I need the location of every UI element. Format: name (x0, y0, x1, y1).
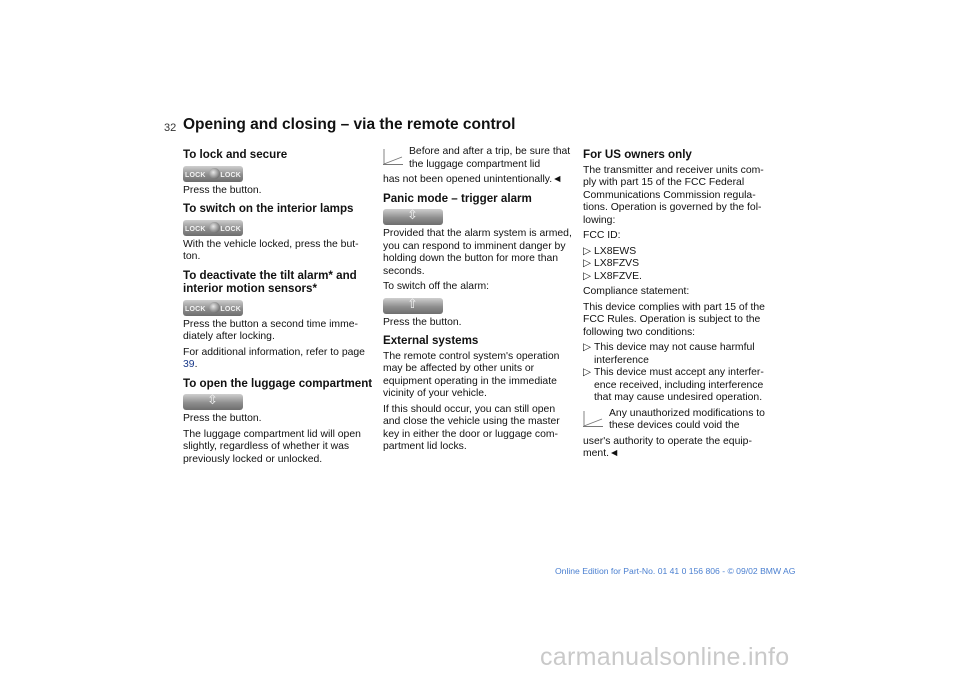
paragraph: The luggage compartment lid will open slightly, regardless of whether it was previously locked or unlocked. (183, 428, 361, 465)
paragraph: With the vehicle locked, press the but-ton. (183, 238, 359, 262)
paragraph: The remote control system's operation may be affected by other units or equipment operating in the immediate vicinity of your vehicle. (383, 350, 560, 399)
arrow-bullet-icon: ▷ (583, 367, 591, 378)
column-right (583, 146, 773, 464)
list-item: ▷ This device may not cause harmful interference (583, 342, 755, 366)
paragraph: This device complies with part 15 of the FCC Rules. Operation is subject to the following two conditions: (583, 301, 765, 338)
paragraph: Press the button. (183, 413, 262, 424)
caution-note: Any unauthorized modifications to these devices could void the user's authority to operate the equip-ment.◄ (583, 407, 765, 459)
section-heading-interior-lamps: To switch on the interior lamps (183, 202, 354, 215)
trunk-button-icon: ⇳ (383, 209, 443, 225)
paragraph: Compliance statement: (583, 286, 690, 297)
paragraph: FCC ID: (583, 230, 621, 241)
section-heading-tilt-alarm: To deactivate the tilt alarm* and interior motion sensors* (183, 268, 357, 295)
section-heading-lock-secure: To lock and secure (183, 148, 288, 161)
page-link[interactable]: 39 (183, 359, 195, 370)
section-heading-panic-mode: Panic mode – trigger alarm (383, 191, 532, 205)
fcc-id-list (583, 246, 773, 284)
paragraph: Press the button. (383, 316, 462, 328)
section-heading-luggage: To open the luggage compartment (183, 376, 373, 390)
lock-button-icon: LOCK LOCK (183, 166, 243, 182)
end-mark-icon: ◄ (609, 448, 620, 459)
list-item: ▷ LX8EWS (583, 245, 637, 257)
watermark: carmanualsonline.info (540, 643, 790, 671)
arrow-bullet-icon: ▷ (583, 245, 591, 257)
conditions-list (583, 342, 773, 405)
caution-note: Before and after a trip, be sure that the luggage compartment lid has not been opened unintentionally.◄ (383, 146, 571, 185)
page-title: Opening and closing – via the remote control (183, 116, 516, 133)
paragraph-page-reference: For additional information, refer to page 39. (183, 346, 365, 370)
paragraph: Press the button. (183, 184, 262, 196)
section-heading-us-owners: For US owners only (583, 148, 692, 161)
list-item: ▷ LX8FZVE. (583, 270, 642, 282)
arrow-bullet-icon: ▷ (583, 258, 591, 269)
paragraph: If this should occur, you can still open and close the vehicle using the master key in either the door or luggage com-partment lid locks. (383, 403, 560, 452)
lock-button-icon: LOCK LOCK (183, 300, 243, 316)
unlock-button-icon: ⇧ (383, 298, 443, 314)
column-middle (383, 146, 573, 457)
arrow-bullet-icon: ▷ (583, 342, 591, 353)
column-left (183, 146, 373, 469)
end-mark-icon: ◄ (552, 174, 563, 185)
caution-triangle-icon (583, 409, 603, 427)
paragraph: To switch off the alarm: (383, 281, 490, 292)
paragraph: Provided that the alarm system is armed, you can respond to imminent danger by holding down the button for more than seconds. (383, 228, 572, 277)
page-number: 32 (164, 122, 177, 134)
arrow-bullet-icon: ▷ (583, 270, 591, 282)
list-item: ▷ This device must accept any interfer-ence received, including interference that may cause undesired operation. (583, 367, 764, 403)
paragraph: Press the button a second time imme-diately after locking. (183, 318, 358, 342)
lock-button-icon: LOCK LOCK (183, 220, 243, 236)
list-item: ▷ LX8FZVS (583, 258, 640, 269)
trunk-button-icon: ⇳ (183, 394, 243, 410)
paragraph: The transmitter and receiver units com-ply with part 15 of the FCC Federal Communications Commission regula-tions. Operation is governed by the fol-lowing: (583, 164, 764, 226)
section-heading-external-systems: External systems (383, 334, 479, 347)
caution-triangle-icon (383, 147, 403, 165)
footer-edition-note: Online Edition for Part-No. 01 41 0 156 806 - © 09/02 BMW AG (555, 566, 796, 576)
